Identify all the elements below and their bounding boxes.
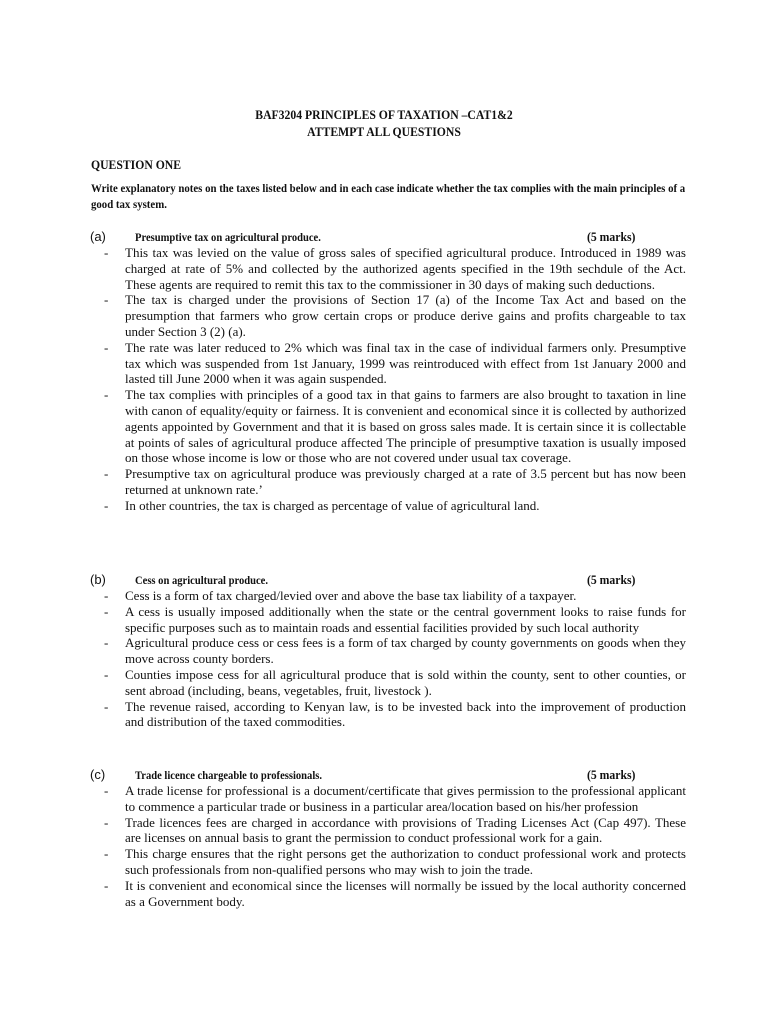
bullet-item: - Agricultural produce cess or cess fees is a form of tax charged by county governments on goods when they move across county borders. — [125, 635, 686, 667]
bullet-item: - The tax complies with principles of a good tax in that gains to farmers are also brought to taxation in line with canon of equality/equity or fairness. It is convenient and economical since it is collected by authorized agents appointed by Government and that it is based on gross sales made. It is certain since it is collectable at points of sales of agricultural produce affected The principle of presumptive taxation is usually imposed on those whose income is low or those who are not covered under usual tax coverage. — [125, 387, 686, 466]
section-header — [0, 571, 768, 588]
bullet-item: - The tax is charged under the provisions of Section 17 (a) of the Income Tax Act and based on the presumption that farmers who grow certain crops or produce derive gains and profits chargeable to tax under Section 3 (2) (a). — [125, 292, 686, 339]
question-heading: QUESTION ONE — [91, 157, 182, 172]
document-subtitle: ATTEMPT ALL QUESTIONS — [307, 124, 461, 139]
question-instructions: Write explanatory notes on the taxes listed below and in each case indicate whether the tax complies with the main principles of a good tax system. — [91, 181, 686, 211]
bullet-list — [0, 588, 768, 730]
bullet-item: - Counties impose cess for all agricultural produce that is sold within the county, sent to other counties, or sent abroad (including, beans, vegetables, fruit, livestock ). — [125, 667, 686, 699]
section-letter: (b) — [90, 572, 106, 587]
section-header — [0, 766, 768, 783]
section-marks: (5 marks) — [587, 572, 636, 587]
bullet-item: - Presumptive tax on agricultural produce was previously charged at a rate of 3.5 percent but has now been returned at unknown rate.’ — [125, 466, 686, 498]
bullet-item: - The revenue raised, according to Kenyan law, is to be invested back into the improvement of production and distribution of the taxed commodities. — [125, 699, 686, 731]
bullet-item: - Trade licences fees are charged in accordance with provisions of Trading Licenses Act (Cap 497). These are licenses on annual basis to grant the permission to conduct professional work for a gain. — [125, 815, 686, 847]
bullet-item: - This charge ensures that the right persons get the authorization to conduct professional work and protects such professionals from non-qualified persons who may wish to join the trade. — [125, 846, 686, 878]
document-title: BAF3204 PRINCIPLES OF TAXATION –CAT1&2 — [255, 107, 513, 122]
bullet-item: - It is convenient and economical since the licenses will normally be issued by the local authority concerned as a Government body. — [125, 878, 686, 910]
section-title: Trade licence chargeable to professionals. — [135, 768, 323, 782]
section-a — [0, 228, 768, 514]
bullet-item: - Cess is a form of tax charged/levied over and above the base tax liability of a taxpayer. — [125, 588, 686, 604]
bullet-item: - A trade license for professional is a document/certificate that gives permission to the professional applicant to commence a particular trade or business in a particular area/location based on his/her profession — [125, 783, 686, 815]
section-marks: (5 marks) — [587, 767, 636, 782]
section-marks: (5 marks) — [587, 229, 636, 244]
section-b — [0, 571, 768, 730]
bullet-item: - A cess is usually imposed additionally when the state or the central government looks to raise funds for specific purposes such as to maintain roads and essential facilities provided by such local authority — [125, 604, 686, 636]
bullet-list — [0, 783, 768, 909]
bullet-list — [0, 245, 768, 514]
section-title: Cess on agricultural produce. — [135, 573, 268, 587]
bullet-item: - In other countries, the tax is charged as percentage of value of agricultural land. — [125, 498, 686, 514]
section-header — [0, 228, 768, 245]
bullet-item: - The rate was later reduced to 2% which was final tax in the case of individual farmers only. Presumptive tax which was suspended from 1st January, 1999 was reintroduced with effect from 1st January 2000 and lasted till June 2000 when it was again suspended. — [125, 340, 686, 387]
document-header — [38, 106, 729, 140]
bullet-item: - This tax was levied on the value of gross sales of specified agricultural produce. Introduced in 1989 was charged at rate of 5% and collected by the authorized agents specified in the 19th sechdule of the Act. These agents are required to remit this tax to the commissioner in 30 days of making such deductions. — [125, 245, 686, 292]
section-letter: (c) — [90, 767, 106, 782]
section-c — [0, 766, 768, 909]
section-letter: (a) — [90, 229, 106, 244]
section-title: Presumptive tax on agricultural produce. — [135, 230, 321, 244]
